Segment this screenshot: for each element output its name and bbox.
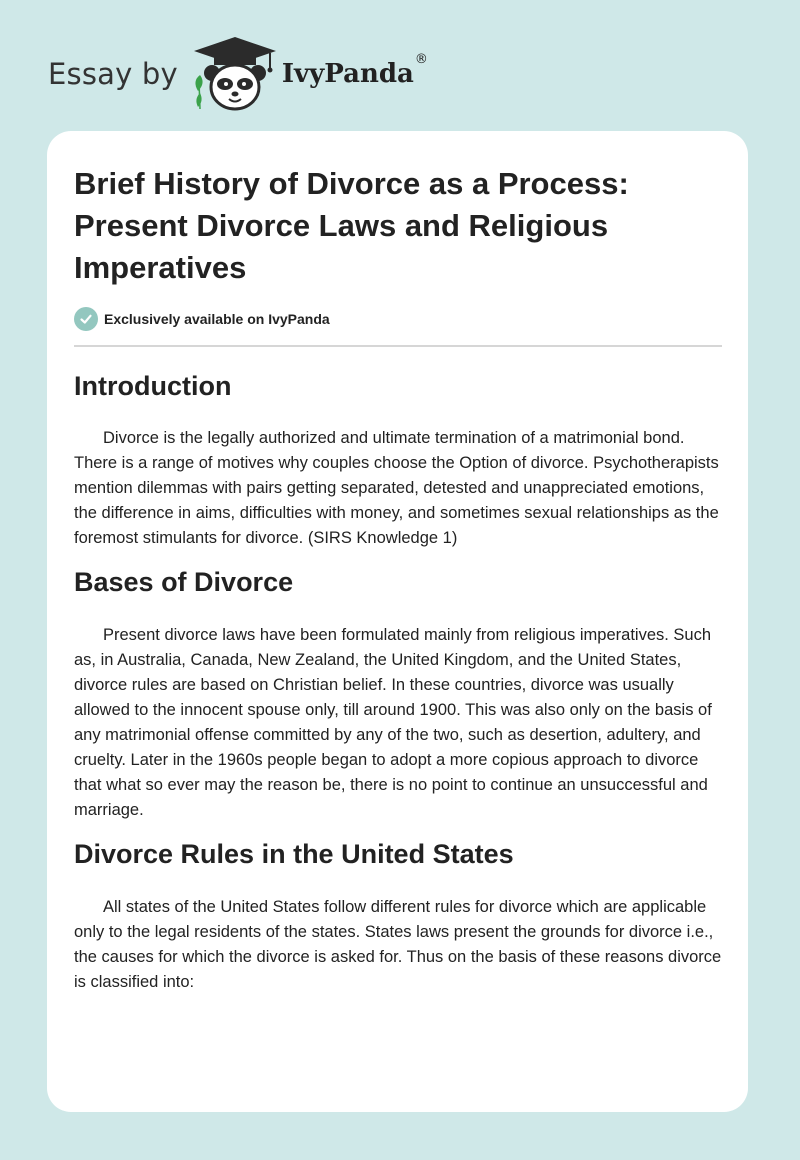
section-heading-introduction: Introduction xyxy=(74,371,232,401)
section-heading-divorce-rules-us: Divorce Rules in the United States xyxy=(74,839,514,869)
section-paragraph-bases-of-divorce: Present divorce laws have been formulated mainly from religious imperatives. Such as, in Australia, Canada, New Zealand, the United Kingdom, and the United States, divorce rules are based on Christian belief. In these countries, divorce was usually allowed to the innocent spouse only, till around 1900. This was also only on the basis of any matrimonial offense committed by any of the two, such as desertion, adultery, and cruelty. Later in the 1960s people began to adopt a more copious approach to divorce that what so ever may the reason be, there is no point to continue an unsuccessful and marriage. xyxy=(74,626,712,819)
essay-title: Brief History of Divorce as a Process: Present Divorce Laws and Religious Imperatives xyxy=(74,166,629,285)
brand-name[interactable]: IvyPanda xyxy=(281,59,414,89)
essay-card xyxy=(47,131,748,1112)
check-circle-icon xyxy=(74,307,98,331)
section-paragraph-introduction: Divorce is the legally authorized and ultimate termination of a matrimonial bond. There is a range of motives why couples choose the Option of divorce. Psychotherapists mention dilemmas with pairs getting separated, detested and unappreciated emotions, the difference in aims, difficulties with money, and sometimes sexual relationships as the foremost stimulants for divorce. (SIRS Knowledge 1) xyxy=(74,429,719,547)
availability-badge xyxy=(74,305,722,333)
badge-label: Exclusively available on IvyPanda xyxy=(104,311,330,327)
title-divider xyxy=(74,345,722,347)
registered-mark: ® xyxy=(414,52,428,67)
section-heading-bases-of-divorce: Bases of Divorce xyxy=(74,567,294,597)
site-header xyxy=(48,34,428,114)
brand-prefix: Essay by xyxy=(48,57,178,91)
section-paragraph-divorce-rules-us: All states of the United States follow different rules for divorce which are applicable only to the legal residents of the states. States laws present the grounds for divorce i.e., the causes for which the divorce is asked for. Thus on the basis of these reasons divorce is classified into: xyxy=(74,898,722,991)
panda-graduate-icon[interactable] xyxy=(190,35,280,113)
